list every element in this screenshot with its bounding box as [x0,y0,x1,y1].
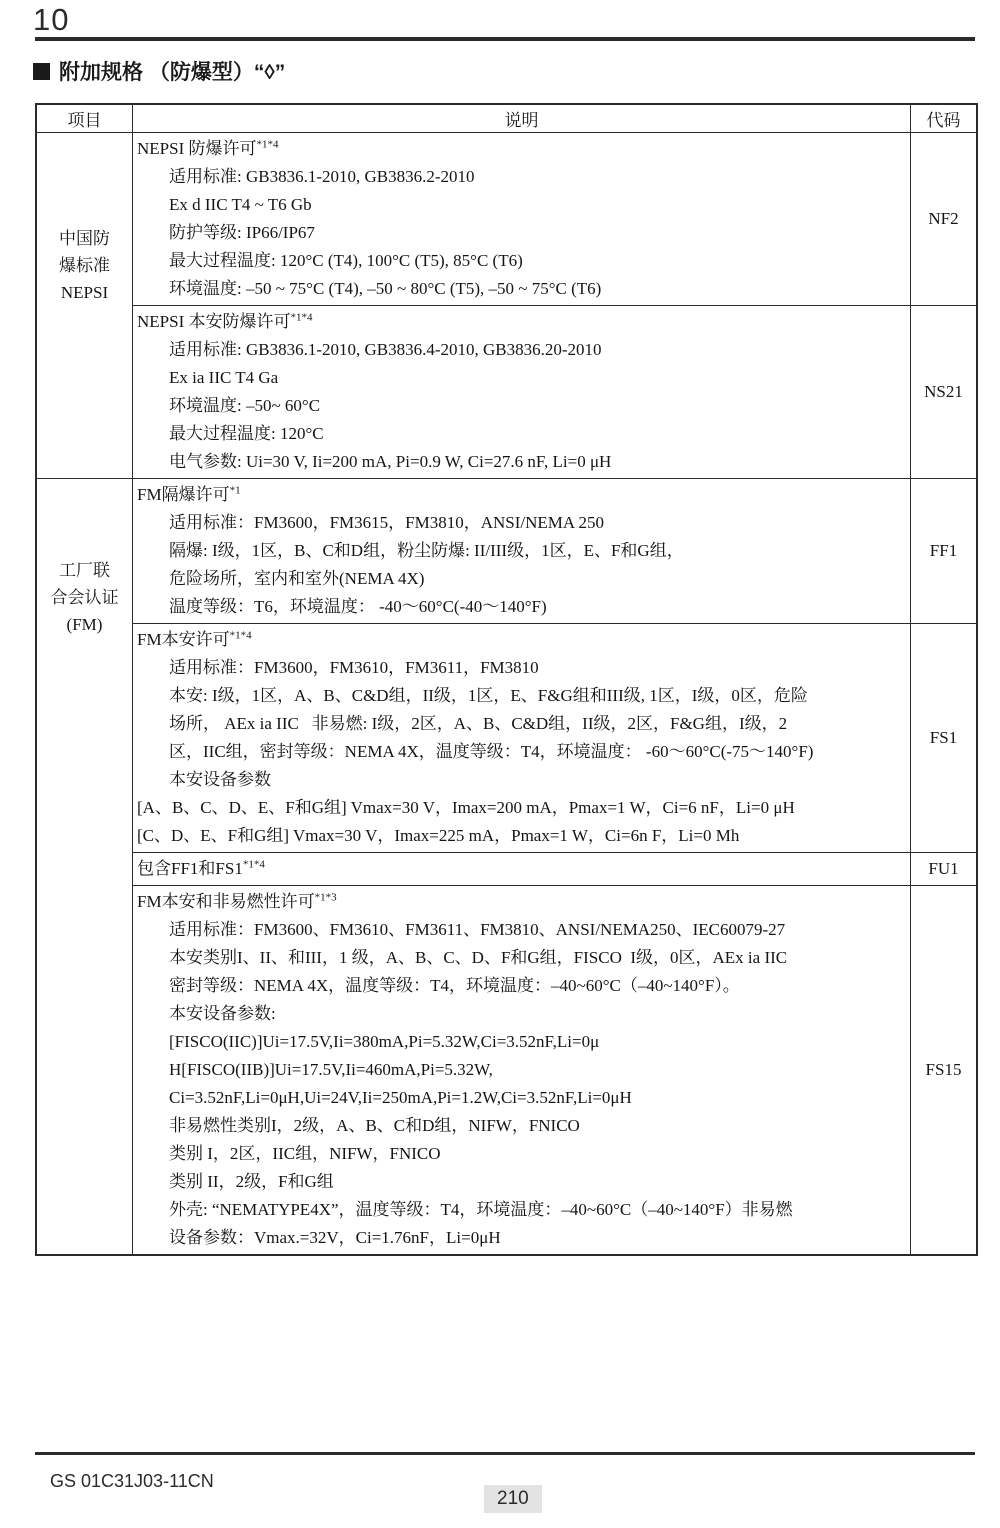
spec-text: 防护等级: IP66/IP67 [169,223,315,242]
spec-line [137,972,906,1000]
spec-line [137,682,906,710]
spec-text: 环境温度: –50~ 60°C [169,396,321,415]
section-square-icon [33,63,50,80]
spec-line [137,822,906,850]
table-row-FU1 [36,853,977,886]
spec-text: 危险场所，室内和室外(NEMA 4X) [169,569,425,588]
section-title [33,56,285,86]
spec-line [137,888,906,916]
spec-text: 本安设备参数 [169,770,271,789]
column-header-description: 说明 [133,104,911,133]
spec-line [137,626,906,654]
spec-text: NEPSI 防爆许可 [137,139,257,158]
spec-text: FM本安和非易燃性许可 [137,892,315,911]
page-number-top: 10 [33,2,70,37]
spec-text: Ex ia IIC T4 Ga [169,368,279,387]
spec-line [137,219,906,247]
code-cell: FS15 [911,886,978,1256]
table-row-FS1 [36,624,977,853]
spec-line [137,448,906,476]
spec-text: 最大过程温度: 120°C (T4), 100°C (T5), 85°C (T6) [169,251,523,270]
spec-text: 非易燃性类别I，2级，A、B、C和D组，NIFW，FNICO [169,1116,580,1135]
spec-line [137,1168,906,1196]
description-cell [133,306,911,479]
spec-line [137,944,906,972]
spec-line [137,191,906,219]
spec-line [137,509,906,537]
spec-text: 适用标准：FM3600，FM3615，FM3810，ANSI/NEMA 250 [169,513,604,532]
spec-table [35,103,978,1256]
spec-line [137,537,906,565]
section-title-text: 附加规格 （防爆型）“◊” [59,61,286,84]
spec-text: [C、D、E、F和G组] Vmax=30 V，Imax=225 mA，Pmax=1 W，Ci=6n F，Li=0 Mh [137,826,740,845]
footer-page-number: 210 [484,1485,542,1513]
table-header-row [36,104,977,133]
code-cell: FU1 [911,853,978,886]
footnote-superscript: *1 [229,484,241,497]
spec-text: [A、B、C、D、E、F和G组] Vmax=30 V，Imax=200 mA，Pmax=1 W，Ci=6 nF，Li=0 μH [137,798,795,817]
spec-text: FM本安许可 [137,630,230,649]
spec-line [137,1084,906,1112]
spec-text: 本安: I级，1区，A、B、C&D组，II级，1区，E、F&G组和III级, 1区，I级，0区，危险 [169,686,808,705]
description-cell [133,133,911,306]
spec-line [137,1028,906,1056]
code-cell: NF2 [911,133,978,306]
table-row-NF2 [36,133,977,306]
item-cell [36,479,133,1256]
spec-line [137,392,906,420]
spec-line [137,855,906,883]
spec-text: Ex d IIC T4 ~ T6 Gb [169,195,312,214]
footer-rule [35,1452,975,1455]
spec-text: NEPSI 本安防爆许可 [137,312,291,331]
table-row-NS21 [36,306,977,479]
spec-text: 本安类别I、II、和III，1 级，A、B、C、D、F和G组，FISCO I级，0区，AEx ia IIC [169,948,788,967]
item-label-line: 中国防 [59,229,110,248]
spec-line [137,308,906,336]
code-cell: FF1 [911,479,978,624]
spec-text: 最大过程温度: 120°C [169,424,324,443]
column-header-item: 项目 [36,104,133,133]
spec-line [137,565,906,593]
column-header-code: 代码 [911,104,978,133]
spec-text: 区，IIC组，密封等级：NEMA 4X，温度等级：T4，环境温度： -60～60°C(-75～140°F) [169,742,814,761]
spec-line [137,1056,906,1084]
code-cell: NS21 [911,306,978,479]
spec-text: 适用标准: GB3836.1-2010, GB3836.4-2010, GB3836.20-2010 [169,340,602,359]
spec-text: 适用标准：FM3600，FM3610，FM3611，FM3810 [169,658,539,677]
item-cell [36,133,133,479]
spec-line [137,766,906,794]
spec-text: 场所， AEx ia IIC 非易燃: I级，2区，A、B、C&D组，II级，2区，F&G组，I级，2 [169,714,788,733]
spec-text: 包含FF1和FS1 [137,859,243,878]
spec-text: 密封等级：NEMA 4X，温度等级：T4，环境温度：–40~60°C（–40~140°F）。 [169,976,740,995]
spec-line [137,1140,906,1168]
spec-text: FM隔爆许可 [137,485,230,504]
header-rule [35,37,975,41]
spec-text: 本安设备参数: [169,1004,276,1023]
spec-line [137,420,906,448]
spec-line [137,336,906,364]
spec-text: 环境温度: –50 ~ 75°C (T4), –50 ~ 80°C (T5), –50 ~ 75°C (T6) [169,279,602,298]
item-label-line: 爆标准 [59,256,110,275]
spec-line [137,794,906,822]
spec-line [137,481,906,509]
spec-line [137,710,906,738]
spec-line [137,654,906,682]
item-label-line: 合会认证 [50,588,119,607]
footnote-superscript: *1*4 [229,629,252,642]
spec-line [137,1000,906,1028]
spec-text: 适用标准：FM3600、FM3610、FM3611、FM3810、ANSI/NEMA250、IEC60079-27 [169,920,786,939]
spec-text: 温度等级：T6，环境温度： -40～60°C(-40～140°F) [169,597,547,616]
spec-text: 类别 II，2级，F和G组 [169,1172,334,1191]
spec-text: 设备参数：Vmax.=32V，Ci=1.76nF，Li=0μH [169,1228,501,1247]
spec-line [137,247,906,275]
code-cell: FS1 [911,624,978,853]
table-row-FF1 [36,479,977,624]
description-cell [133,479,911,624]
footnote-superscript: *1*4 [256,138,279,151]
spec-line [137,916,906,944]
spec-text: 类别 I，2区，IIC组，NIFW，FNICO [169,1144,441,1163]
spec-text: 电气参数: Ui=30 V, Ii=200 mA, Pi=0.9 W, Ci=27.6 nF, Li=0 μH [169,452,612,471]
item-label-line: (FM) [66,615,103,634]
description-cell [133,886,911,1256]
spec-text: 适用标准: GB3836.1-2010, GB3836.2-2010 [169,167,475,186]
spec-line [137,1112,906,1140]
spec-text: H[FISCO(IIB)]Ui=17.5V,Ii=460mA,Pi=5.32W, [169,1060,493,1079]
description-cell [133,853,911,886]
spec-text: Ci=3.52nF,Li=0μH,Ui=24V,Ii=250mA,Pi=1.2W,Ci=3.52nF,Li=0μH [169,1088,632,1107]
spec-line [137,135,906,163]
description-cell [133,624,911,853]
spec-line [137,275,906,303]
spec-line [137,1224,906,1252]
item-label-line: 工厂联 [59,561,110,580]
spec-line [137,163,906,191]
table-row-FS15 [36,886,977,1256]
spec-line [137,364,906,392]
spec-line [137,593,906,621]
item-label-line: NEPSI [60,283,109,302]
spec-line [137,1196,906,1224]
spec-text: 隔爆: I级，1区，B、C和D组，粉尘防爆: II/III级，1区，E、F和G组， [169,541,684,560]
footnote-superscript: *1*4 [242,858,265,871]
footnote-superscript: *1*3 [314,891,337,904]
footnote-superscript: *1*4 [290,311,313,324]
spec-text: [FISCO(IIC)]Ui=17.5V,Ii=380mA,Pi=5.32W,Ci=3.52nF,Li=0μ [169,1032,600,1051]
footer-doc-code: GS 01C31J03-11CN [50,1471,214,1491]
spec-line [137,738,906,766]
spec-text: 外壳: “NEMATYPE4X”，温度等级：T4，环境温度：–40~60°C（–40~140°F）非易燃 [169,1200,793,1219]
